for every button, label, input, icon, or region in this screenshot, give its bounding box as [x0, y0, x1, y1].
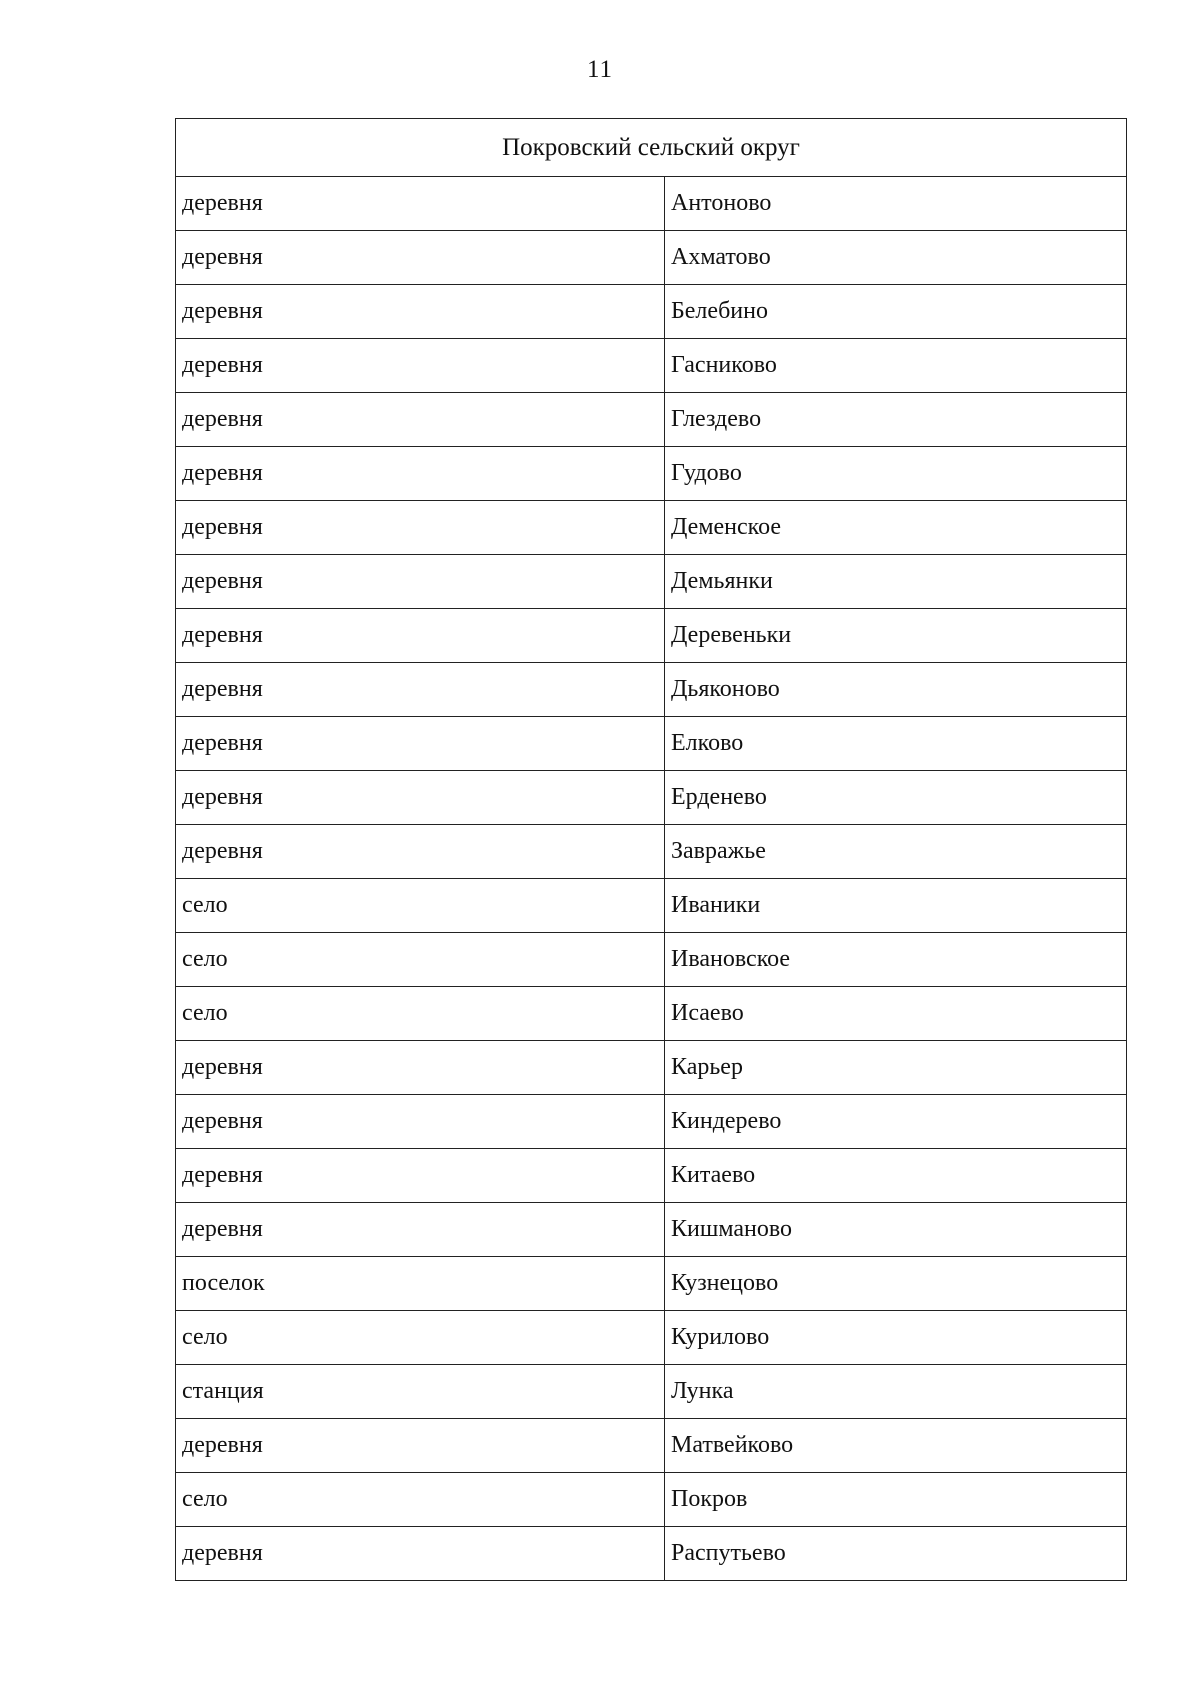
table-row: [176, 1257, 1127, 1311]
settlement-type-cell: деревня: [176, 771, 665, 825]
settlement-type-cell: деревня: [176, 1149, 665, 1203]
settlement-type-cell: деревня: [176, 717, 665, 771]
settlement-name-cell: Дьяконово: [665, 663, 1127, 717]
table-row: [176, 1527, 1127, 1581]
page-number: 11: [586, 56, 614, 83]
settlement-type-cell: деревня: [176, 609, 665, 663]
table-row: [176, 1041, 1127, 1095]
settlement-type-cell: деревня: [176, 1203, 665, 1257]
table-row: [176, 879, 1127, 933]
settlement-name-cell: Лунка: [665, 1365, 1127, 1419]
table-row: [176, 1419, 1127, 1473]
settlement-name-cell: Елково: [665, 717, 1127, 771]
settlement-name-cell: Карьер: [665, 1041, 1127, 1095]
settlements-table: [175, 118, 1127, 1581]
settlement-type-cell: село: [176, 987, 665, 1041]
table-row: [176, 1149, 1127, 1203]
table-row: [176, 717, 1127, 771]
settlement-name-cell: Киндерево: [665, 1095, 1127, 1149]
settlement-name-cell: Исаево: [665, 987, 1127, 1041]
settlement-name-cell: Кузнецово: [665, 1257, 1127, 1311]
settlement-type-cell: село: [176, 933, 665, 987]
settlement-type-cell: деревня: [176, 1041, 665, 1095]
settlement-type-cell: станция: [176, 1365, 665, 1419]
table-row: [176, 555, 1127, 609]
table-row: [176, 339, 1127, 393]
table-row: [176, 177, 1127, 231]
settlement-type-cell: деревня: [176, 177, 665, 231]
settlement-name-cell: Гудово: [665, 447, 1127, 501]
settlement-name-cell: Ерденево: [665, 771, 1127, 825]
settlement-name-cell: Ивановское: [665, 933, 1127, 987]
table-row: [176, 771, 1127, 825]
settlement-type-cell: деревня: [176, 231, 665, 285]
settlement-type-cell: село: [176, 879, 665, 933]
table-row: [176, 1311, 1127, 1365]
settlement-name-cell: Ахматово: [665, 231, 1127, 285]
settlement-name-cell: Распутьево: [665, 1527, 1127, 1581]
table-header-row: [176, 119, 1127, 177]
settlement-type-cell: село: [176, 1473, 665, 1527]
settlement-type-cell: село: [176, 1311, 665, 1365]
settlement-name-cell: Гасниково: [665, 339, 1127, 393]
settlement-type-cell: деревня: [176, 393, 665, 447]
table-row: [176, 447, 1127, 501]
settlement-name-cell: Иваники: [665, 879, 1127, 933]
settlement-name-cell: Белебино: [665, 285, 1127, 339]
table-row: [176, 825, 1127, 879]
settlement-type-cell: деревня: [176, 339, 665, 393]
settlement-name-cell: Матвейково: [665, 1419, 1127, 1473]
settlement-type-cell: деревня: [176, 1095, 665, 1149]
settlement-name-cell: Завражье: [665, 825, 1127, 879]
table-row: [176, 1203, 1127, 1257]
settlement-name-cell: Антоново: [665, 177, 1127, 231]
settlement-type-cell: деревня: [176, 501, 665, 555]
table-row: [176, 1365, 1127, 1419]
table-row: [176, 609, 1127, 663]
settlement-name-cell: Демьянки: [665, 555, 1127, 609]
settlement-name-cell: Деревеньки: [665, 609, 1127, 663]
settlement-type-cell: поселок: [176, 1257, 665, 1311]
table-row: [176, 987, 1127, 1041]
settlement-name-cell: Деменское: [665, 501, 1127, 555]
table-row: [176, 1095, 1127, 1149]
table-header-district: Покровский сельский округ: [176, 119, 1127, 177]
settlement-type-cell: деревня: [176, 285, 665, 339]
settlement-name-cell: Глездево: [665, 393, 1127, 447]
settlement-name-cell: Курилово: [665, 1311, 1127, 1365]
table-row: [176, 285, 1127, 339]
settlement-type-cell: деревня: [176, 1419, 665, 1473]
settlement-name-cell: Китаево: [665, 1149, 1127, 1203]
settlement-type-cell: деревня: [176, 663, 665, 717]
table-row: [176, 1473, 1127, 1527]
table-row: [176, 231, 1127, 285]
settlement-type-cell: деревня: [176, 1527, 665, 1581]
table-row: [176, 663, 1127, 717]
table-body: [176, 177, 1127, 1581]
table-row: [176, 393, 1127, 447]
settlement-type-cell: деревня: [176, 555, 665, 609]
settlement-type-cell: деревня: [176, 447, 665, 501]
settlement-name-cell: Покров: [665, 1473, 1127, 1527]
settlement-name-cell: Кишманово: [665, 1203, 1127, 1257]
table-row: [176, 933, 1127, 987]
table-row: [176, 501, 1127, 555]
settlement-type-cell: деревня: [176, 825, 665, 879]
